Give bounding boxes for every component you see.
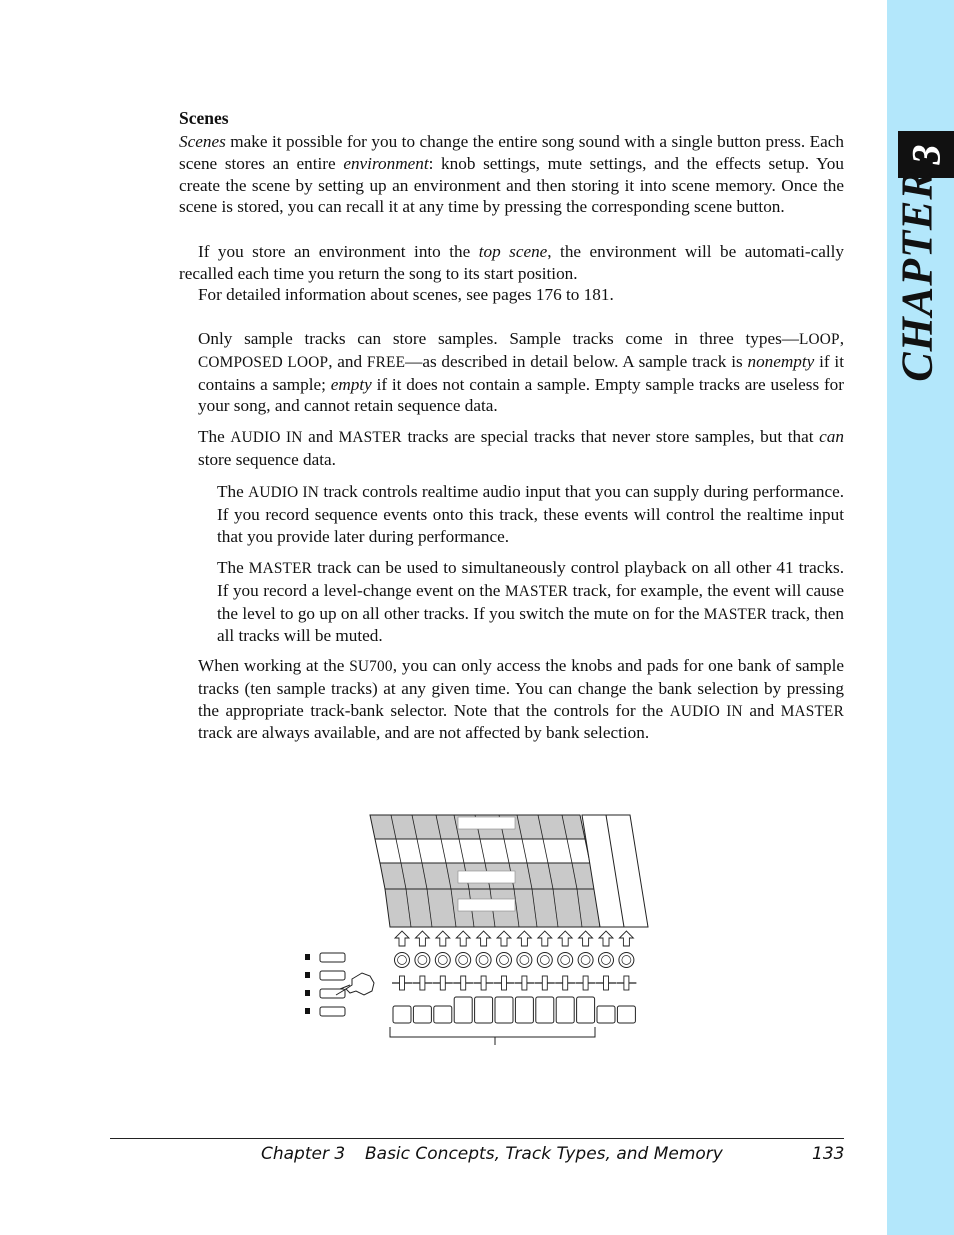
term-audio-in: AUDIO IN [669,702,743,720]
knob [476,953,491,968]
sample-pad [577,997,595,1023]
slider-handle [522,976,527,990]
track-label-box [458,871,515,883]
knob [497,953,512,968]
chapter-word-container [891,168,943,382]
track-label-box [458,899,515,911]
paragraph-audio-in-track [217,481,844,547]
knob [537,953,552,968]
text-span: When working at the [198,656,350,675]
sample-pad [475,997,493,1023]
pad-row [393,997,635,1023]
pad [617,1006,635,1023]
text-span: If you store an environment into the [198,242,479,261]
text-span: , and [328,351,367,371]
bank-selector-button-2 [320,971,345,980]
footer-rule [110,1138,844,1139]
sample-pad [597,1006,615,1023]
slider-row [392,976,636,990]
term-master: MASTER [703,605,768,623]
text-span: and [742,700,781,720]
paragraph-master-track [217,557,844,647]
up-arrow-icon [579,931,593,946]
knob [619,953,634,968]
sample-pad [536,997,554,1023]
text-span: and [302,427,339,446]
sample-pad [495,997,513,1023]
paragraph-special-tracks [198,426,844,471]
chapter-word: CHAPTER [892,168,942,382]
term-master: MASTER [780,702,844,720]
up-arrow-icon [415,931,429,946]
knob [415,953,430,968]
bank-selector-button-3 [320,989,345,998]
sample-pad [434,1006,452,1023]
up-arrow-icon [517,931,531,946]
term-su700: SU700 [349,658,393,675]
term-master: MASTER [504,582,569,600]
text-span: store sequence data. [198,449,336,469]
up-arrow-icon [558,931,572,946]
text-span: , you can only access the knobs and pads for one bank of sample tracks (ten sample tracks) at any given time. You can change the bank selection by pressing the appropriate track-bank selector. Note that the controls for the [198,656,844,720]
text-span: track, then all tracks will be muted. [217,603,844,646]
pad [393,1006,411,1023]
term-scenes: Scenes [179,132,226,151]
text-span: Only sample tracks can store samples. Sample tracks come in three types— [198,329,799,348]
slider-handle [440,976,445,990]
text-span: tracks are special tracks that never store samples, but that [401,427,820,446]
track-bank-diagram [300,805,660,1050]
slider-handle [420,976,425,990]
text-span: track are always available, and are not affected by bank selection. [198,723,650,743]
term-master: MASTER [248,560,313,577]
paragraph-scenes-intro [179,131,844,218]
footer-page-number: 133 [812,1144,845,1164]
text-span: track can be used to simultaneously control playback on all other 41 tracks. If you record a level-change event on the [217,558,844,600]
text-span: The [217,482,249,501]
slider-handle [563,976,568,990]
paragraph-scene-pages [198,284,844,306]
up-arrow-icon [436,931,450,946]
bank-indicator-2 [305,972,310,978]
text-span: if it does not contain a sample. Empty sample tracks are useless for your song, and cannot retain sequence data. [198,374,844,416]
text-span: if it contains a sample; [198,351,844,394]
text-span: For detailed information about scenes, see pages 176 to 181. [198,285,614,304]
text-span: The [198,427,231,446]
text-span: , the environment will be automati-cally recalled each time you return the song to its start position. [179,242,844,283]
up-arrow-icon [456,931,470,946]
knob [435,953,450,968]
term-nonempty: nonempty [747,351,815,371]
text-span: , [839,329,844,348]
section-heading: Scenes [179,108,229,128]
track-label-box [458,817,515,829]
term-audio-in: AUDIO IN [248,484,320,501]
term-can: can [819,427,844,446]
sample-pad [413,1006,431,1023]
knob [395,953,410,968]
term-master: MASTER [338,429,402,446]
up-arrow-icon [538,931,552,946]
slider-handle [400,976,405,990]
slider-handle [604,976,609,990]
text-span: The [217,558,249,577]
paragraph-bank-selection [198,655,844,744]
bank-indicator-1 [305,954,310,960]
sample-pad [515,997,533,1023]
slider-handle [461,976,466,990]
bank-selector-button-1 [320,953,345,962]
text-span: make it possible for you to change the entire song sound with a single button press. Each scene stores an entire [179,132,844,173]
term-empty: empty [330,374,372,394]
bank-selector-button-4 [320,1007,345,1016]
text-span: : knob settings, mute settings, and the effects setup. You create the scene by setting up an environment and then storing it into scene memory. Once the scene is stored, you can recall it at any time by pressing the corresponding scene button. [179,153,844,217]
text-span: track controls realtime audio input that you can supply during performance. If you record sequence events onto this track, these events will control the realtime input that you provide later during performance. [217,482,844,546]
track-arrows [395,931,633,946]
text-span: —as described in detail below. A sample track is [405,351,748,371]
term-composed-loop: COMPOSED LOOP [198,353,329,371]
hand-outline [346,973,374,995]
bank-indicator-3 [305,990,310,996]
slider-handle [624,976,629,990]
footer-chapter-label: Chapter 3 [261,1144,346,1164]
chapter-number: 3 [903,144,949,165]
knob [558,953,573,968]
bank-indicator-4 [305,1008,310,1014]
slider-handle [583,976,588,990]
slider-handle [542,976,547,990]
knob-row [395,953,634,968]
footer-section-title: Basic Concepts, Track Types, and Memory [365,1144,723,1164]
paragraph-sample-tracks [198,328,844,417]
knob [578,953,593,968]
text-span: track, for example, the event will cause the level to go up on all other tracks. If you switch the mute on for the [217,580,844,623]
knob [517,953,532,968]
bracket [390,1027,595,1045]
slider-handle [481,976,486,990]
up-arrow-icon [619,931,633,946]
sample-pad [556,997,574,1023]
term-top-scene: top scene [478,242,548,261]
sample-pad [454,997,472,1023]
track-stack [370,815,648,927]
knob [599,953,614,968]
slider-handle [502,976,507,990]
up-arrow-icon [497,931,511,946]
term-free: FREE [366,353,406,371]
up-arrow-icon [477,931,491,946]
knob [456,953,471,968]
term-audio-in: AUDIO IN [230,429,303,446]
bank-selectors [305,953,345,1016]
term-environment: environment [343,153,429,173]
up-arrow-icon [395,931,409,946]
bracket-line [390,1027,595,1037]
up-arrow-icon [599,931,613,946]
term-loop: LOOP [798,331,840,348]
paragraph-top-scene [179,241,844,285]
